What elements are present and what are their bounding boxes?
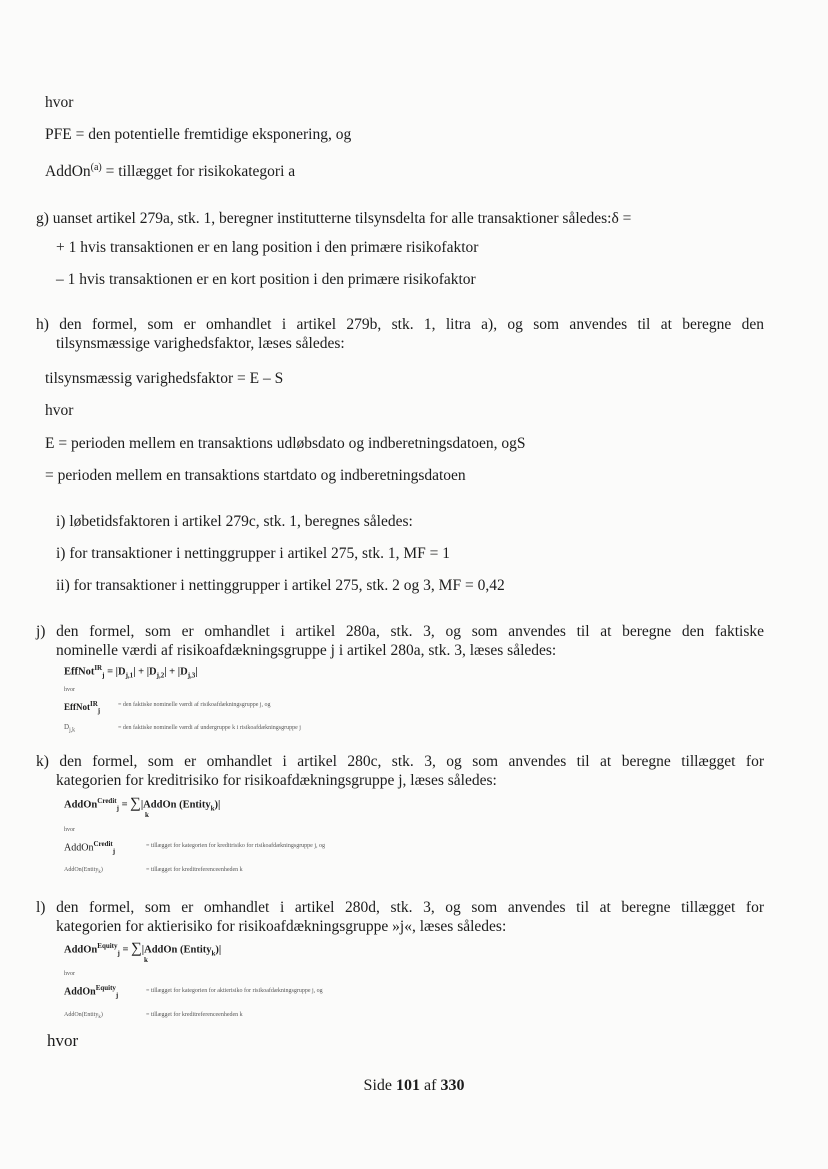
closing-hvor: hvor (47, 1031, 79, 1050)
point-k-hvor: hvor (64, 827, 75, 833)
point-h-line2: tilsynsmæssige varighedsfaktor, læses således: (56, 335, 345, 352)
page-number: Side 101 af 330 (363, 1077, 465, 1094)
equity-def-text: = tillægget for kategorien for aktierisiko for risikoafdækningsgruppe j, og (146, 988, 323, 994)
credit-entity-term: AddOn(Entity$_k$) (64, 867, 103, 876)
point-g: g) uanset artikel 279a, stk. 1, beregner institutterne tilsynsdelta for alle transaktioner således:δ = (36, 210, 632, 227)
point-j-line2: nominelle værdi af risikoafdækningsgruppe j i artikel 280a, stk. 3, læses således: (56, 642, 557, 659)
point-j-hvor: hvor (64, 687, 75, 693)
point-l-line1: l) den formel, som er omhandlet i artikel 280d, stk. 3, og som anvendes til at beregne tillægget for (36, 899, 764, 916)
d-def-text: = den faktiske nominelle værdi af undergruppe k i risikoafdækningsgruppe j (118, 725, 301, 731)
equity-entity-text: = tillægget for kreditreferenceenheden k (146, 1012, 243, 1018)
point-k-line2: kategorien for kreditrisiko for risikoafdækningsgruppe j, læses således: (56, 772, 497, 789)
credit-def-text: = tillægget for kategorien for kreditrisiko for risikoafdækningsgruppe j, og (146, 843, 326, 849)
point-g-minus: – 1 hvis transaktionen er en kort position i den primære risikofaktor (56, 271, 476, 288)
effnot-def-term: EffNot$^{IR}_j$ (64, 700, 101, 715)
point-l-line2: kategorien for aktierisiko for risikoafdækningsgruppe »j«, læses således: (56, 918, 507, 935)
point-h-line1: h) den formel, som er omhandlet i artikel 279b, stk. 1, litra a), og som anvendes til at beregne den (36, 316, 764, 333)
credit-addon-formula: AddOn$^{Credit}_j$ = ∑|AddOn (Entity$_k$)| (64, 795, 221, 813)
point-g-plus: + 1 hvis transaktionen er en lang position i den primære risikofaktor (56, 239, 479, 256)
duration-formula: tilsynsmæssig varighedsfaktor = E – S (45, 370, 284, 387)
intro-hvor: hvor (45, 94, 74, 111)
point-i-item1: i) for transaktioner i nettinggrupper i artikel 275, stk. 1, MF = 1 (56, 545, 451, 562)
credit-entity-text: = tillægget for kreditreferenceenheden k (146, 867, 243, 873)
credit-sigma-index: k (145, 811, 149, 819)
point-k-line1: k) den formel, som er omhandlet i artikel 280c, stk. 3, og som anvendes til at beregne tillægget for (36, 753, 764, 770)
credit-def-term: AddOn$^{Credit}_j$ (64, 840, 116, 856)
e-definition: E = perioden mellem en transaktions udløbsdato og indberetningsdatoen, ogS (45, 435, 526, 452)
effnot-def-text: = den faktiske nominelle værdi af risikoafdækningsgruppe j, og (118, 702, 271, 708)
point-l-hvor: hvor (64, 971, 75, 977)
equity-def-term: AddOn$^{Equity}_j$ (64, 984, 119, 1000)
point-h-hvor: hvor (45, 402, 74, 419)
effnot-formula: EffNot$^{IR}_j$ = $|D_{j,1}| + |D_{j,2}| + |D_{j,3}|$ (64, 664, 198, 680)
point-i: i) løbetidsfaktoren i artikel 279c, stk. 1, beregnes således: (56, 513, 413, 530)
d-def-term: $D_{j,k}$ (64, 723, 76, 734)
equity-sigma-index: k (144, 956, 148, 964)
addon-definition: AddOn$^{(a)}$ = tillægget for risikokategori a (45, 162, 296, 181)
pfe-definition: PFE = den potentielle fremtidige eksponering, og (45, 126, 352, 143)
s-definition: = perioden mellem en transaktions startdato og indberetningsdatoen (45, 467, 466, 484)
equity-addon-formula: AddOn$^{Equity}_j$ = ∑|AddOn (Entity$_k$)| (64, 940, 222, 958)
equity-entity-term: AddOn(Entity$_k$) (64, 1012, 103, 1021)
point-i-item2: ii) for transaktioner i nettinggrupper i artikel 275, stk. 2 og 3, MF = 0,42 (56, 577, 505, 594)
point-j-line1: j) den formel, som er omhandlet i artikel 280a, stk. 3, og som anvendes til at beregne den faktiske (36, 623, 764, 640)
